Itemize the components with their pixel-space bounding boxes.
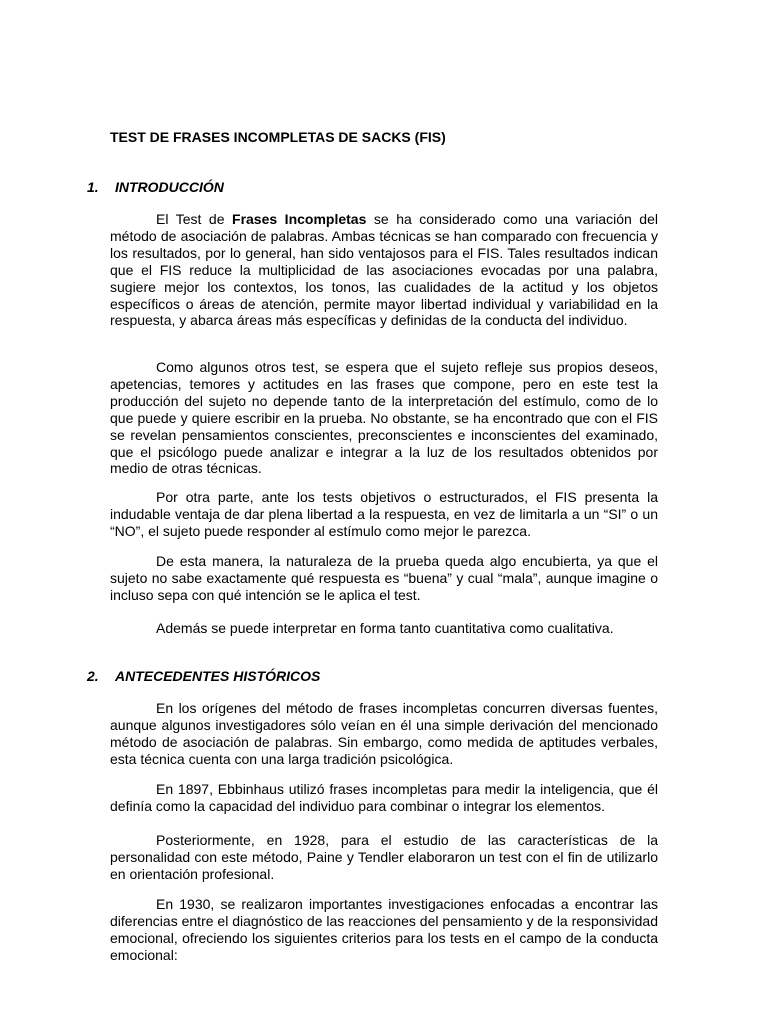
paragraph-intro-1 bbox=[110, 211, 658, 329]
section-title: INTRODUCCIÓN bbox=[115, 179, 224, 195]
paragraph-intro-5: Además se puede interpretar en forma tanto cuantitativa como cualitativa. bbox=[156, 620, 614, 636]
paragraph-history-3: Posteriormente, en 1928, para el estudio de las características de la personalidad con este método, Paine y Tendler elaboraron un test con el fin de utilizarlo en orientación profesional. bbox=[110, 832, 658, 882]
paragraph-intro-3: Por otra parte, ante los tests objetivos o estructurados, el FIS presenta la indudable ventaja de dar plena libertad a la respuesta, en vez de limitarla a un “SI” o un “NO”, el sujeto puede responder al estímulo como mejor le parezca. bbox=[110, 489, 658, 539]
section-heading-antecedentes bbox=[87, 668, 320, 684]
section-heading-introduccion bbox=[87, 179, 224, 195]
bold-term: Frases Incompletas bbox=[232, 211, 367, 227]
paragraph-text: El Test de bbox=[156, 211, 233, 227]
paragraph-text: se ha considerado como una variación del método de asociación de palabras. Ambas técnicas se han comparado con frecuencia y los resultados, por lo general, han sido ventajosos para el FIS. Tales resultados indican que el FIS reduce la multiplicidad de las asociaciones evocadas por una palabra, sugiere mejor los contextos, los tonos, las cualidades de la actitud y los objetos específicos o áreas de atención, permite mayor libertad individual y variabilidad en la respuesta, y abarca áreas más específicas y definidas de la conducta del individuo. bbox=[110, 211, 658, 329]
document-title: TEST DE FRASES INCOMPLETAS DE SACKS (FIS) bbox=[110, 129, 446, 145]
section-number: 2. bbox=[87, 668, 99, 684]
section-title: ANTECEDENTES HISTÓRICOS bbox=[115, 668, 321, 684]
paragraph-history-2: En 1897, Ebbinhaus utilizó frases incompletas para medir la inteligencia, que él definía como la capacidad del individuo para combinar o integrar los elementos. bbox=[110, 781, 658, 814]
paragraph-history-1: En los orígenes del método de frases incompletas concurren diversas fuentes, aunque algunos investigadores sólo veían en él una simple derivación del mencionado método de asociación de palabras. Sin embargo, como medida de aptitudes verbales, esta técnica cuenta con una larga tradición psicológica. bbox=[110, 700, 658, 767]
paragraph-history-4: En 1930, se realizaron importantes investigaciones enfocadas a encontrar las diferencias entre el diagnóstico de las reacciones del pensamiento y de la responsividad emocional, ofreciendo los siguientes criterios para los tests en el campo de la conducta emocional: bbox=[110, 896, 658, 963]
section-number: 1. bbox=[87, 179, 99, 195]
paragraph-intro-2: Como algunos otros test, se espera que el sujeto refleje sus propios deseos, apetencias, temores y actitudes en las frases que compone, pero en este test la producción del sujeto no depende tanto de la interpretación del estímulo, como de lo que puede y quiere escribir en la prueba. No obstante, se ha encontrado que con el FIS se revelan pensamientos conscientes, preconscientes e inconscientes del examinado, que el psicólogo puede analizar e integrar a la luz de los resultados obtenidos por medio de otras técnicas. bbox=[110, 359, 658, 477]
paragraph-intro-4: De esta manera, la naturaleza de la prueba queda algo encubierta, ya que el sujeto no sabe exactamente qué respuesta es “buena” y cual “mala”, aunque imagine o incluso sepa con qué intención se le aplica el test. bbox=[110, 553, 658, 603]
